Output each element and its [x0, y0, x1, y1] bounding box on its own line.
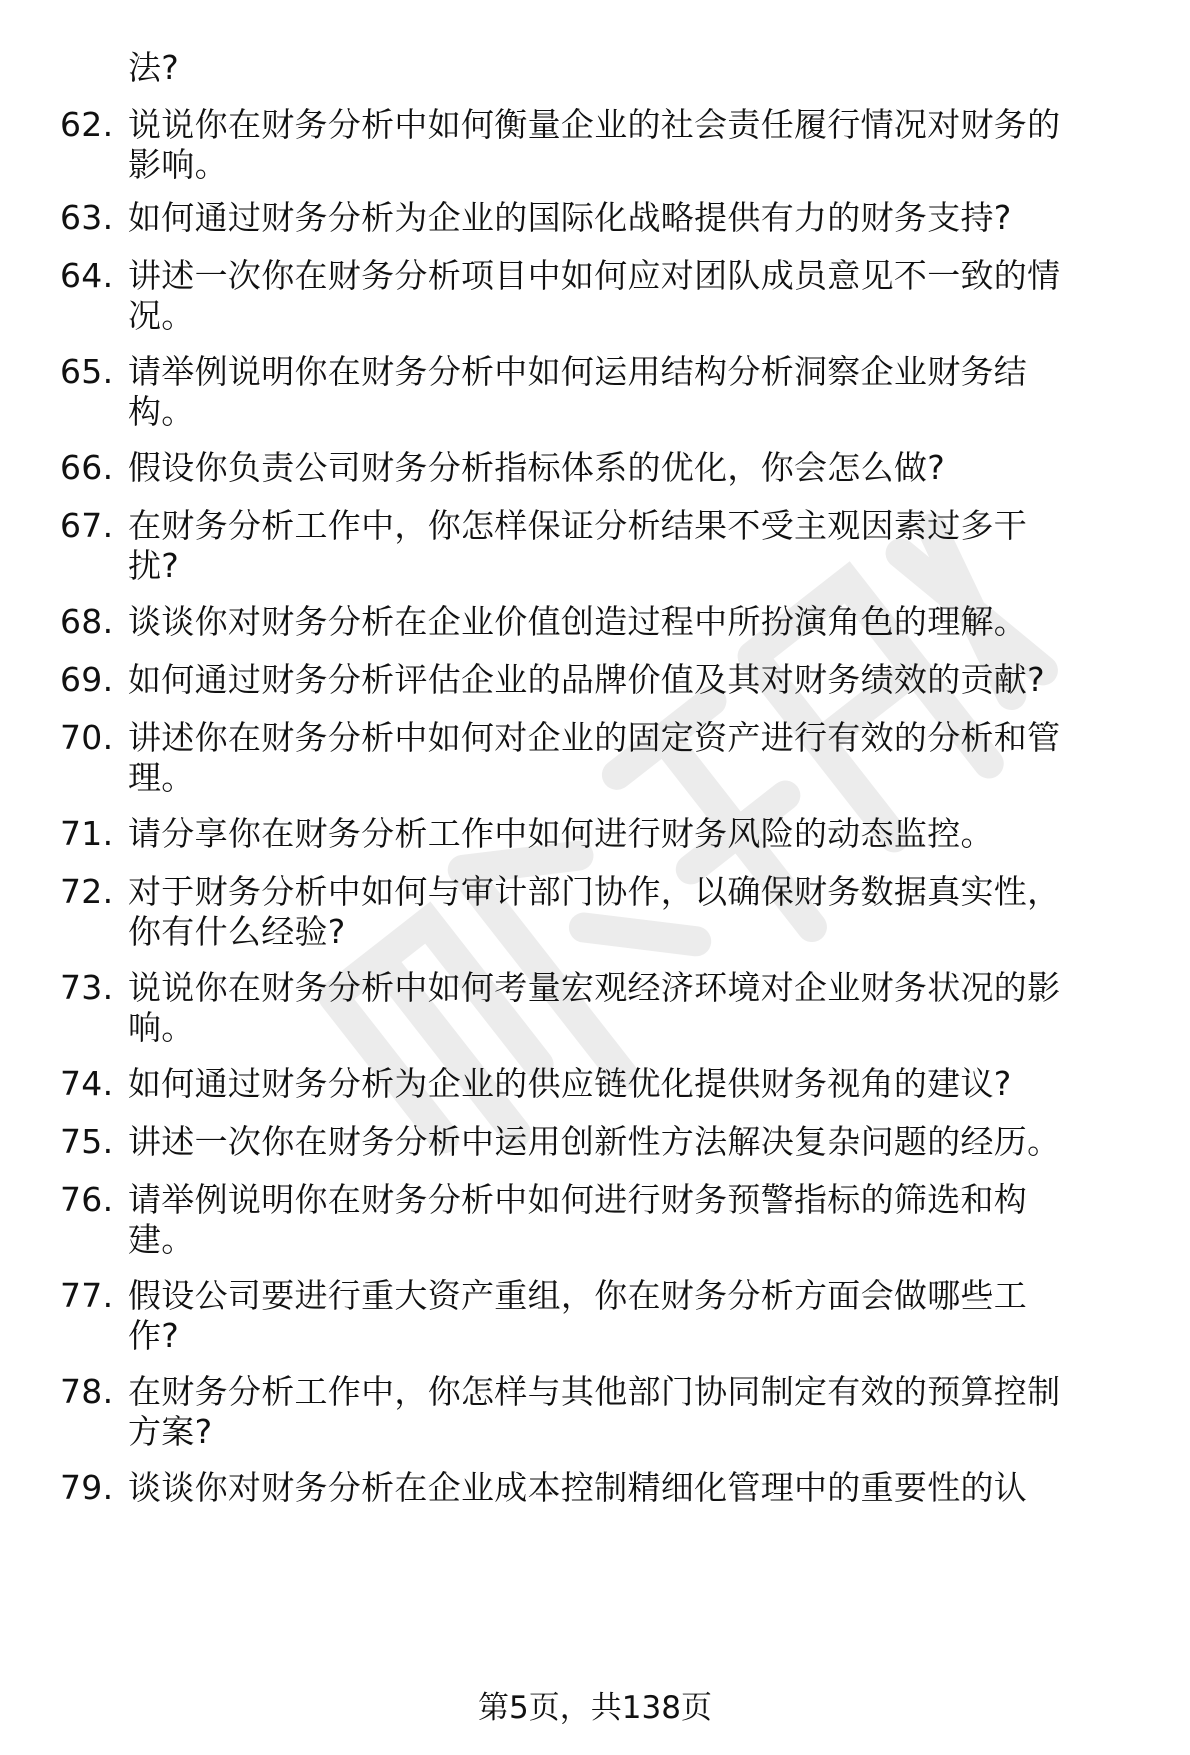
item-text: 讲述一次你在财务分析项目中如何应对团队成员意见不一致的情: [128, 256, 1061, 295]
item-number: 79.: [60, 1468, 114, 1507]
item-text: 讲述你在财务分析中如何对企业的固定资产进行有效的分析和管: [128, 718, 1061, 757]
item-text-continued: 响。: [128, 1008, 195, 1047]
item-number: 66.: [60, 448, 114, 487]
item-text: 对于财务分析中如何与审计部门协作，以确保财务数据真实性，: [128, 872, 1061, 911]
item-number: 63.: [60, 198, 114, 237]
item-number: 70.: [60, 718, 114, 757]
item-text: 请举例说明你在财务分析中如何进行财务预警指标的筛选和构: [128, 1180, 1028, 1219]
item-text: 在财务分析工作中，你怎样与其他部门协同制定有效的预算控制: [128, 1372, 1061, 1411]
item-number: 76.: [60, 1180, 114, 1219]
item-number: 68.: [60, 602, 114, 641]
item-number: 65.: [60, 352, 114, 391]
item-number: 75.: [60, 1122, 114, 1161]
item-number: 72.: [60, 872, 114, 911]
item-number: 73.: [60, 968, 114, 1007]
item-number: 67.: [60, 506, 114, 545]
item-text: 如何通过财务分析为企业的国际化战略提供有力的财务支持?: [128, 198, 1012, 237]
item-text: 如何通过财务分析评估企业的品牌价值及其对财务绩效的贡献?: [128, 660, 1045, 699]
item-text-continued: 方案?: [128, 1412, 213, 1451]
page-footer: 第5页，共138页: [478, 1690, 712, 1726]
item-number: 71.: [60, 814, 114, 853]
item-text: 谈谈你对财务分析在企业价值创造过程中所扮演角色的理解。: [128, 602, 1028, 641]
item-text-continued: 建。: [128, 1220, 195, 1259]
item-text-continued: 理。: [128, 758, 195, 797]
item-text: 请分享你在财务分析工作中如何进行财务风险的动态监控。: [128, 814, 994, 853]
item-text-continued: 作?: [128, 1316, 180, 1355]
item-text-continued: 影响。: [128, 145, 228, 184]
item-number: 62.: [60, 105, 114, 144]
item-number: 77.: [60, 1276, 114, 1315]
item-number: 78.: [60, 1372, 114, 1411]
item-text: 在财务分析工作中，你怎样保证分析结果不受主观因素过多干: [128, 506, 1028, 545]
item-text: 谈谈你对财务分析在企业成本控制精细化管理中的重要性的认: [128, 1468, 1028, 1507]
continuation-text: 法?: [128, 48, 180, 87]
item-text: 说说你在财务分析中如何衡量企业的社会责任履行情况对财务的: [128, 105, 1061, 144]
item-number: 64.: [60, 256, 114, 295]
item-text: 请举例说明你在财务分析中如何运用结构分析洞察企业财务结: [128, 352, 1028, 391]
item-text: 假设你负责公司财务分析指标体系的优化，你会怎么做?: [128, 448, 946, 487]
item-number: 74.: [60, 1064, 114, 1103]
item-text-continued: 扰?: [128, 546, 180, 585]
item-text: 说说你在财务分析中如何考量宏观经济环境对企业财务状况的影: [128, 968, 1061, 1007]
item-text: 假设公司要进行重大资产重组，你在财务分析方面会做哪些工: [128, 1276, 1028, 1315]
item-text-continued: 你有什么经验?: [128, 912, 346, 951]
item-number: 69.: [60, 660, 114, 699]
item-text: 如何通过财务分析为企业的供应链优化提供财务视角的建议?: [128, 1064, 1012, 1103]
item-text-continued: 况。: [128, 296, 195, 335]
item-text-continued: 构。: [128, 392, 195, 431]
item-text: 讲述一次你在财务分析中运用创新性方法解决复杂问题的经历。: [128, 1122, 1061, 1161]
